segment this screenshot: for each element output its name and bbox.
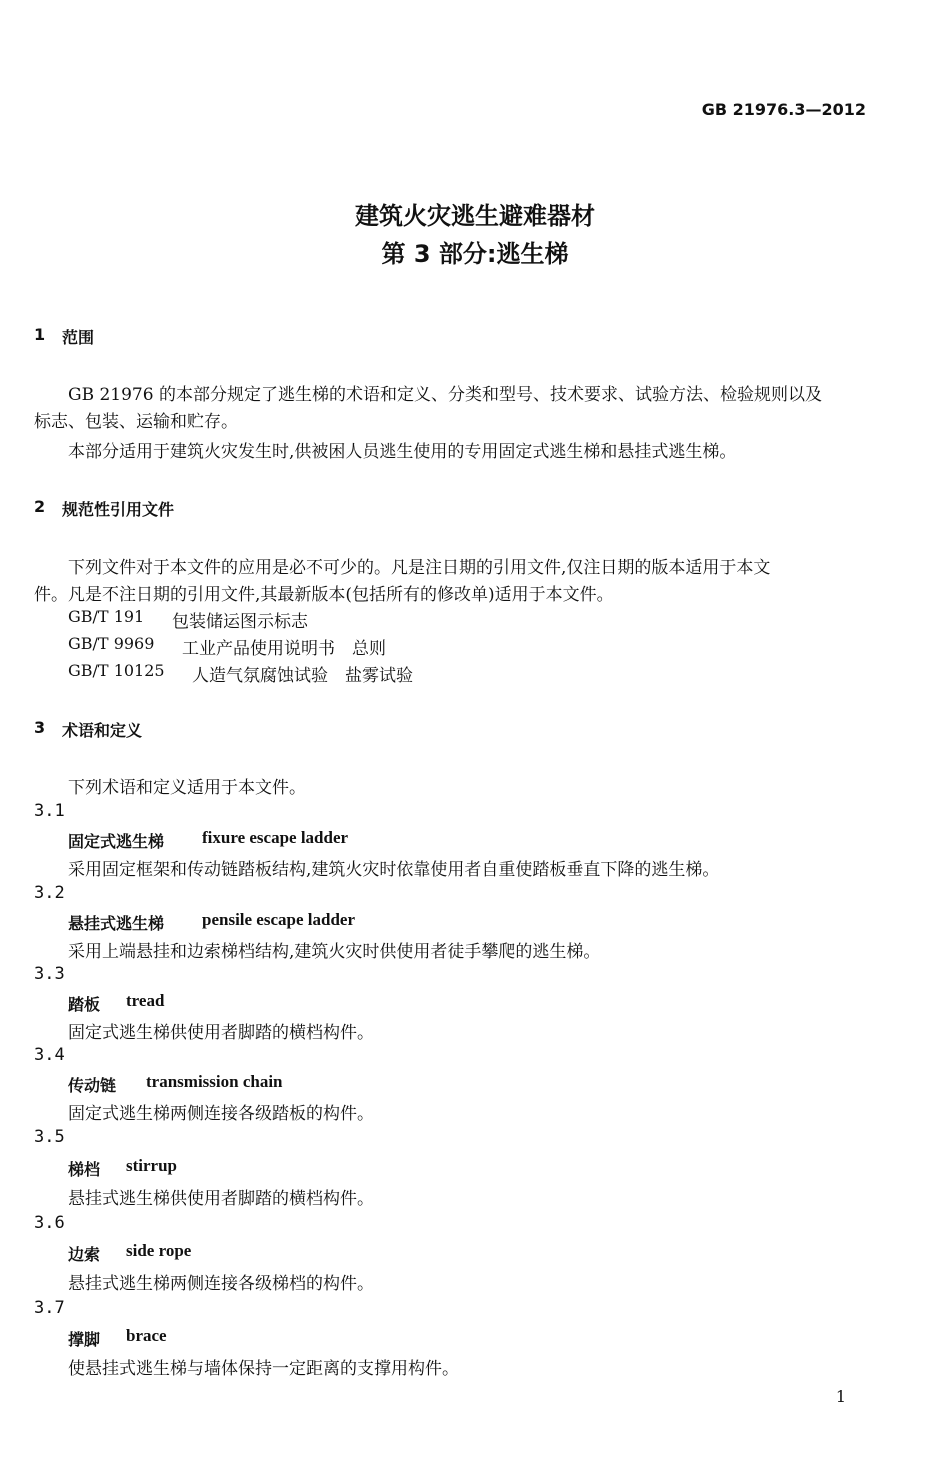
term-chinese: 边索 bbox=[68, 1245, 101, 1264]
term-english: pensile escape ladder bbox=[202, 910, 355, 929]
document-subtitle: 第 3 部分:逃生梯 bbox=[381, 240, 569, 268]
term-number: 3.7 bbox=[34, 1298, 65, 1318]
term-chinese: 固定式逃生梯 bbox=[68, 832, 165, 851]
term-number: 3.6 bbox=[34, 1213, 65, 1233]
term-chinese: 撑脚 bbox=[68, 1330, 101, 1349]
term-english: stirrup bbox=[126, 1156, 177, 1175]
reference-code: GB/T 191 bbox=[68, 607, 145, 626]
term-chinese: 悬挂式逃生梯 bbox=[68, 914, 165, 933]
term-chinese: 传动链 bbox=[68, 1076, 117, 1095]
term-definition: 使悬挂式逃生梯与墙体保持一定距离的支撑用构件。 bbox=[68, 1359, 459, 1379]
paragraph: 下列文件对于本文件的应用是必不可少的。凡是注日期的引用文件,仅注日期的版本适用于本文 bbox=[68, 558, 771, 578]
term-english: brace bbox=[126, 1326, 167, 1345]
term-english: side rope bbox=[126, 1241, 192, 1260]
reference-name: 工业产品使用说明书 总则 bbox=[182, 639, 386, 659]
reference-name: 包装储运图示标志 bbox=[172, 612, 308, 632]
term-number: 3.2 bbox=[34, 883, 65, 903]
paragraph: 本部分适用于建筑火灾发生时,供被困人员逃生使用的专用固定式逃生梯和悬挂式逃生梯。 bbox=[68, 442, 737, 462]
page-number: 1 bbox=[835, 1387, 846, 1406]
term-english: tread bbox=[126, 991, 165, 1010]
term-chinese: 梯档 bbox=[68, 1160, 101, 1179]
section-title: 范围 bbox=[62, 328, 95, 347]
term-definition: 采用上端悬挂和边索梯档结构,建筑火灾时供使用者徒手攀爬的逃生梯。 bbox=[68, 942, 601, 962]
paragraph: 件。凡是不注日期的引用文件,其最新版本(包括所有的修改单)适用于本文件。 bbox=[34, 585, 614, 605]
term-definition: 固定式逃生梯供使用者脚踏的横档构件。 bbox=[68, 1023, 374, 1043]
reference-name: 人造气氛腐蚀试验 盐雾试验 bbox=[192, 666, 413, 686]
term-definition: 悬挂式逃生梯两侧连接各级梯档的构件。 bbox=[68, 1274, 374, 1294]
standard-number: GB 21976.3—2012 bbox=[701, 100, 866, 119]
section-title: 术语和定义 bbox=[62, 721, 143, 740]
paragraph: 标志、包装、运输和贮存。 bbox=[34, 412, 238, 432]
term-chinese: 踏板 bbox=[68, 995, 101, 1014]
section-number: 2 bbox=[34, 497, 46, 516]
term-number: 3.5 bbox=[34, 1127, 65, 1147]
paragraph: 下列术语和定义适用于本文件。 bbox=[68, 778, 306, 798]
section-number: 1 bbox=[34, 325, 46, 344]
term-definition: 固定式逃生梯两侧连接各级踏板的构件。 bbox=[68, 1104, 374, 1124]
term-number: 3.4 bbox=[34, 1045, 65, 1065]
term-number: 3.1 bbox=[34, 801, 65, 821]
section-number: 3 bbox=[34, 718, 46, 737]
reference-code: GB/T 9969 bbox=[68, 634, 155, 653]
term-english: transmission chain bbox=[146, 1072, 283, 1091]
term-english: fixure escape ladder bbox=[202, 828, 349, 847]
document-title: 建筑火灾逃生避难器材 bbox=[355, 202, 595, 230]
reference-code: GB/T 10125 bbox=[68, 661, 165, 680]
term-number: 3.3 bbox=[34, 964, 65, 984]
section-title: 规范性引用文件 bbox=[62, 500, 175, 519]
paragraph: GB 21976 的本部分规定了逃生梯的术语和定义、分类和型号、技术要求、试验方法、检验规则以及 bbox=[68, 385, 822, 405]
term-definition: 悬挂式逃生梯供使用者脚踏的横档构件。 bbox=[68, 1189, 374, 1209]
term-definition: 采用固定框架和传动链踏板结构,建筑火灾时依靠使用者自重使踏板垂直下降的逃生梯。 bbox=[68, 860, 720, 880]
